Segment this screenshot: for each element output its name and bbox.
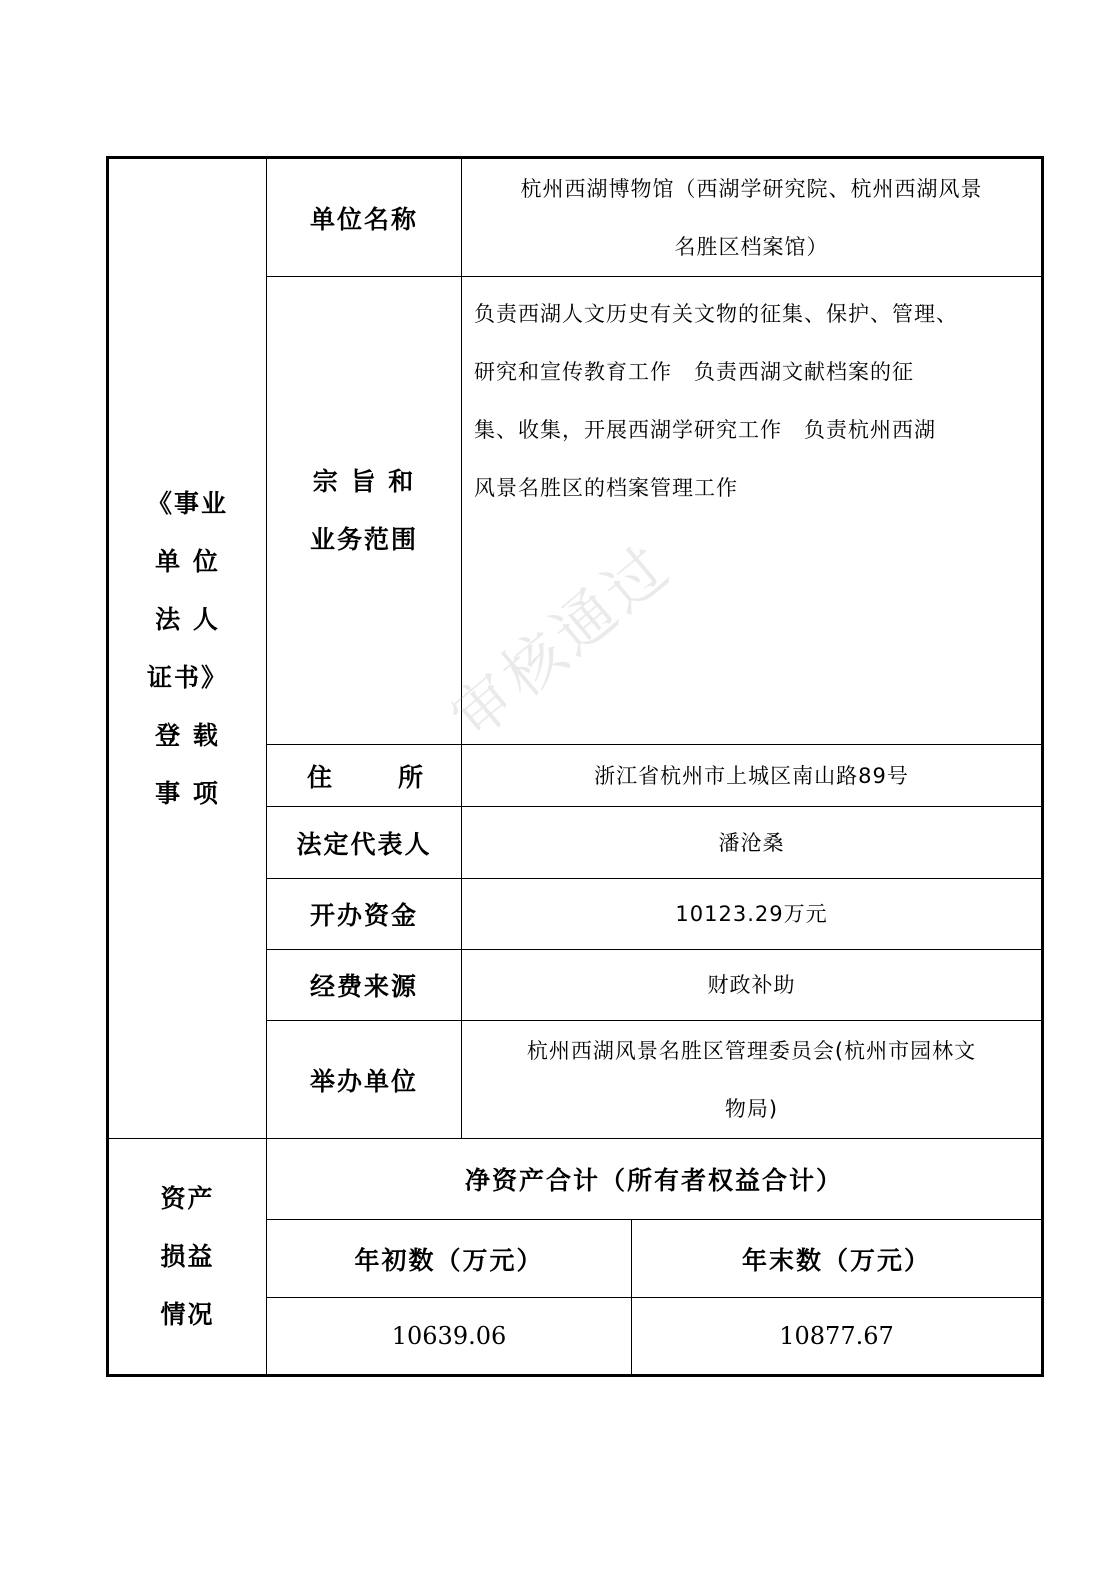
legal-rep-label: 法定代表人 xyxy=(267,807,462,879)
assets-section-label: 资产 损益 情况 xyxy=(108,1139,267,1376)
assets-header-row xyxy=(108,1139,1043,1220)
capital-label: 开办资金 xyxy=(267,879,462,950)
begin-value: 10639.06 xyxy=(267,1298,632,1376)
funding-value: 财政补助 xyxy=(462,950,1043,1021)
purpose-label: 宗 旨 和 业务范围 xyxy=(267,277,462,745)
approval-watermark: 审核通过 xyxy=(438,530,686,754)
address-label: 住 所 xyxy=(267,745,462,807)
purpose-value: 负责西湖人文历史有关文物的征集、保护、管理、 研究和宣传教育工作 负责西湖文献档案的征 集、收集，开展西湖学研究工作 负责杭州西湖 风景名胜区的档案管理工作 xyxy=(462,277,1043,745)
legal-rep-value: 潘沧桑 xyxy=(462,807,1043,879)
unit-name-value: 杭州西湖博物馆（西湖学研究院、杭州西湖风景 名胜区档案馆） xyxy=(462,158,1043,277)
sponsor-value: 杭州西湖风景名胜区管理委员会(杭州市园林文 物局) xyxy=(462,1021,1043,1139)
capital-value: 10123.29万元 xyxy=(462,879,1043,950)
certificate-section-label: 《事业 单 位 法 人 证书》 登 载 事 项 xyxy=(108,158,267,1139)
end-label: 年末数（万元） xyxy=(632,1220,1043,1298)
sponsor-label: 举办单位 xyxy=(267,1021,462,1139)
net-assets-header: 净资产合计（所有者权益合计） xyxy=(267,1139,1043,1220)
end-value: 10877.67 xyxy=(632,1298,1043,1376)
address-value: 浙江省杭州市上城区南山路89号 xyxy=(462,745,1043,807)
unit-name-label: 单位名称 xyxy=(267,158,462,277)
funding-label: 经费来源 xyxy=(267,950,462,1021)
begin-label: 年初数（万元） xyxy=(267,1220,632,1298)
unit-name-row xyxy=(108,158,1043,277)
registration-table xyxy=(106,156,1044,1377)
